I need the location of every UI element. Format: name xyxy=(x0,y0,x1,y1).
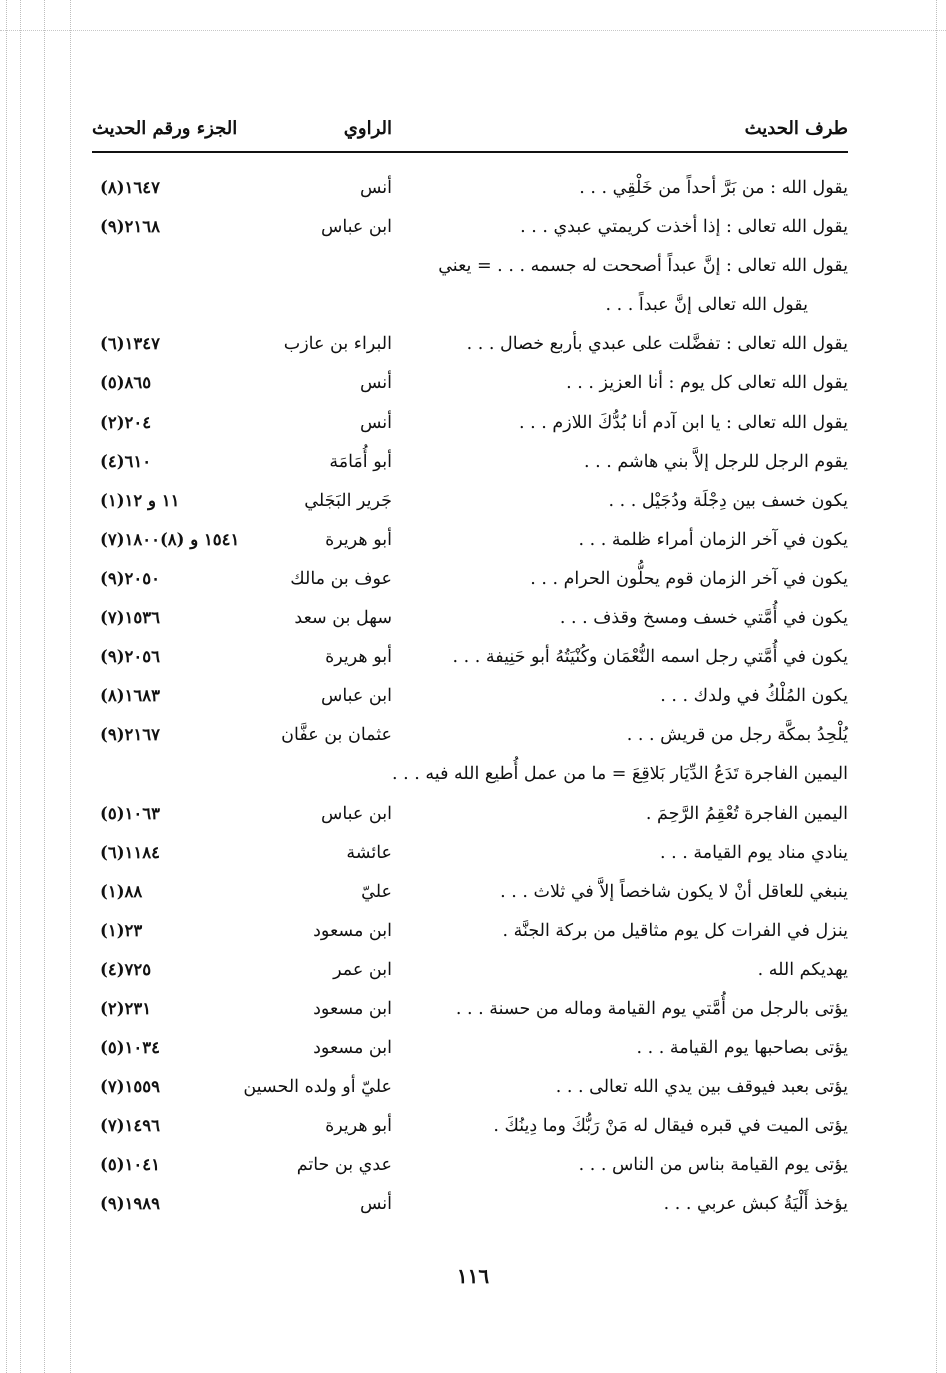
rawi-name: ابن عباس xyxy=(320,686,392,707)
hadith-text: يؤتى بصاحبها يوم القيامة . . . xyxy=(636,1038,848,1059)
hadith-text: يقوم الرجل للرجل إلاَّ بني هاشم . . . xyxy=(583,451,848,472)
volume-hadith-ref: ١٥٥٩(٧) xyxy=(100,1077,160,1097)
volume-hadith-ref: ١١٨٤(٦) xyxy=(100,842,160,862)
rawi-name: ابن عباس xyxy=(320,217,392,238)
hadith-text: يؤتى بعبد فيوقف بين يدي الله تعالى . . . xyxy=(555,1077,848,1098)
hadith-text: يؤخذ أَلْيَةُ كبش عربي . . . xyxy=(663,1194,848,1215)
rawi-name: أبو أُمَامَة xyxy=(329,451,392,472)
table-row xyxy=(92,641,848,680)
volume-hadith-ref: ١٦٤٧(٨) xyxy=(100,178,160,197)
hadith-text: ينزل في الفرات كل يوم مثاقيل من بركة الجنَّة . xyxy=(502,920,848,941)
hadith-text: يؤتى يوم القيامة بناس من الناس . . . xyxy=(578,1155,848,1176)
page-number: ١١٦ xyxy=(456,1264,490,1288)
volume-hadith-ref: ٨٨(١) xyxy=(100,881,143,901)
header-rule xyxy=(92,151,848,153)
volume-hadith-ref: ٢١٦٧(٩) xyxy=(100,725,160,745)
table-row xyxy=(92,289,848,328)
hadith-text: يقول الله تعالى كل يوم : أنا العزيز . . . xyxy=(566,373,848,394)
hadith-text: يقول الله تعالى : تفضَّلت على عبدي بأربع خصال . . . xyxy=(466,334,848,355)
table-row xyxy=(92,367,848,406)
hadith-text: يقول الله تعالى : يا ابن آدم أنا بُدُّكَ اللازم . . . xyxy=(519,412,848,433)
rawi-name: عثمان بن عفَّان xyxy=(281,725,392,746)
hadith-text: يقول الله : من بَرَّ أحداً من خَلْقِي . . . xyxy=(579,178,848,198)
table-row xyxy=(92,485,848,524)
volume-hadith-ref: ٨٦٥(٥) xyxy=(100,373,152,393)
rawi-name: عليّ أو ولده الحسين xyxy=(243,1077,392,1098)
table-row xyxy=(92,1032,848,1071)
rawi-name: عدي بن حاتم xyxy=(296,1155,392,1176)
header-ref: الجزء ورقم الحديث xyxy=(92,118,238,139)
volume-hadith-ref: ٢٣١(٢) xyxy=(100,998,152,1018)
volume-hadith-ref: ٢٠٤(٢) xyxy=(100,412,152,432)
hadith-text: يقول الله تعالى : إنَّ عبداً أصححت له جسمه . . . = يعني xyxy=(438,256,848,277)
rawi-name: عوف بن مالك xyxy=(290,568,392,589)
header-rawi: الراوي xyxy=(343,118,392,139)
rawi-name: ابن مسعود xyxy=(313,998,392,1019)
hadith-text: ينبغي للعاقل أنْ لا يكون شاخصاً إلاَّ في ثلاث . . . xyxy=(500,881,848,902)
hadith-text: يكون خسف بين دِجْلَة ودُجَيْل . . . xyxy=(608,490,848,511)
hadith-text: يكون في أُمَّتي رجل اسمه النُّعْمَان وكُنْيَتُهُ أبو حَنِيفة . . . xyxy=(452,647,848,668)
volume-hadith-ref: ٦١٠(٤) xyxy=(100,451,152,471)
table-header xyxy=(92,108,848,152)
rawi-name: أنس xyxy=(359,178,392,198)
table-row xyxy=(92,211,848,250)
scan-dotted-line xyxy=(936,0,937,1373)
table-row xyxy=(92,1149,848,1188)
rawi-name: البراء بن عازب xyxy=(283,334,392,355)
volume-hadith-ref: ١٥٣٦(٧) xyxy=(100,608,160,628)
table-row xyxy=(92,798,848,837)
table-row xyxy=(92,524,848,563)
table-row xyxy=(92,563,848,602)
rawi-name: أنس xyxy=(359,412,392,433)
header-hadith: طرف الحديث xyxy=(744,118,848,139)
scan-dotted-line xyxy=(0,30,946,31)
rawi-name: ابن مسعود xyxy=(313,920,392,941)
volume-hadith-ref: ١٦٨٣(٨) xyxy=(100,686,160,706)
volume-hadith-ref: ١٠٦٣(٥) xyxy=(100,803,160,823)
volume-hadith-ref: ١٠٤١(٥) xyxy=(100,1155,160,1175)
scan-dotted-line xyxy=(70,0,71,1373)
table-row xyxy=(92,250,848,289)
hadith-text: يكون في أُمَّتي خسف ومسخ وقذف . . . xyxy=(559,608,848,629)
hadith-text: يقول الله تعالى : إذا أخذت كريمتي عبدي . . . xyxy=(520,217,848,238)
table-row xyxy=(92,719,848,758)
table-row xyxy=(92,407,848,446)
table-row xyxy=(92,602,848,641)
index-table xyxy=(92,172,848,1228)
volume-hadith-ref: ٢٣(١) xyxy=(100,920,143,940)
volume-hadith-ref: ٧٢٥(٤) xyxy=(100,959,152,979)
hadith-text: يؤتى بالرجل من أُمَّتي يوم القيامة وماله من حسنة . . . xyxy=(455,998,848,1019)
scan-dotted-line xyxy=(44,0,45,1373)
volume-hadith-ref: ١٠٣٤(٥) xyxy=(100,1038,160,1058)
table-row xyxy=(92,1071,848,1110)
table-row xyxy=(92,876,848,915)
hadith-text: اليمين الفاجرة تُعْقِمُ الرَّحِمَ . xyxy=(645,803,848,824)
table-row xyxy=(92,954,848,993)
hadith-text: يؤتى الميت في قبره فيقال له مَنْ رَبُّكَ وما دِينُكَ . xyxy=(493,1116,848,1137)
hadith-text: يكون في آخر الزمان قوم يحلُّون الحرام . . . xyxy=(530,568,848,589)
hadith-text: ينادي مناد يوم القيامة . . . xyxy=(660,842,848,863)
table-row xyxy=(92,680,848,719)
hadith-text: يقول الله تعالى إنَّ عبداً . . . xyxy=(605,295,808,316)
table-row xyxy=(92,993,848,1032)
hadith-text: يهديكم الله . xyxy=(757,959,848,980)
table-row xyxy=(92,1110,848,1149)
rawi-name: ابن عمر xyxy=(333,959,392,980)
table-row xyxy=(92,172,848,211)
rawi-name: جَرير البَجَلي xyxy=(304,490,392,511)
rawi-name: ابن عباس xyxy=(320,803,392,824)
table-row xyxy=(92,915,848,954)
volume-hadith-ref: (١)١١ و ١٢ xyxy=(100,490,180,510)
rawi-name: أبو هريرة xyxy=(325,529,392,550)
rawi-name: عائشة xyxy=(346,842,392,863)
rawi-name: أبو هريرة xyxy=(325,647,392,668)
hadith-text: يكون في آخر الزمان أمراء ظلمة . . . xyxy=(578,529,848,550)
volume-hadith-ref: ١٣٤٧(٦) xyxy=(100,334,160,354)
volume-hadith-ref: ٢٠٥٦(٩) xyxy=(100,647,160,667)
table-row xyxy=(92,328,848,367)
volume-hadith-ref: ١٩٨٩(٩) xyxy=(100,1194,160,1214)
rawi-name: أبو هريرة xyxy=(325,1116,392,1137)
scan-dotted-line xyxy=(6,0,7,1373)
rawi-name: سهل بن سعد xyxy=(294,608,392,629)
hadith-text: يكون المُلْكُ في ولدك . . . xyxy=(660,686,848,707)
hadith-text: اليمين الفاجرة تَدَعُ الدِّيَار بَلاقِعَ = ما من عمل أُطيع الله فيه . . . xyxy=(392,764,848,785)
volume-hadith-ref: ٢٠٥٠(٩) xyxy=(100,568,160,588)
volume-hadith-ref: (٧)١٥٤١ و (٨)١٨٠٠ xyxy=(100,529,240,549)
table-row xyxy=(92,758,848,797)
rawi-name: أنس xyxy=(359,373,392,394)
table-row xyxy=(92,1188,848,1227)
scan-dotted-line xyxy=(20,0,21,1373)
table-row xyxy=(92,446,848,485)
rawi-name: أنس xyxy=(359,1194,392,1215)
volume-hadith-ref: ٢١٦٨(٩) xyxy=(100,217,160,237)
hadith-text: يُلْحِدُ بمكَّة رجل من قريش . . . xyxy=(626,725,848,746)
rawi-name: ابن مسعود xyxy=(313,1038,392,1059)
table-row xyxy=(92,837,848,876)
volume-hadith-ref: ١٤٩٦(٧) xyxy=(100,1116,160,1136)
rawi-name: عليّ xyxy=(361,881,392,902)
